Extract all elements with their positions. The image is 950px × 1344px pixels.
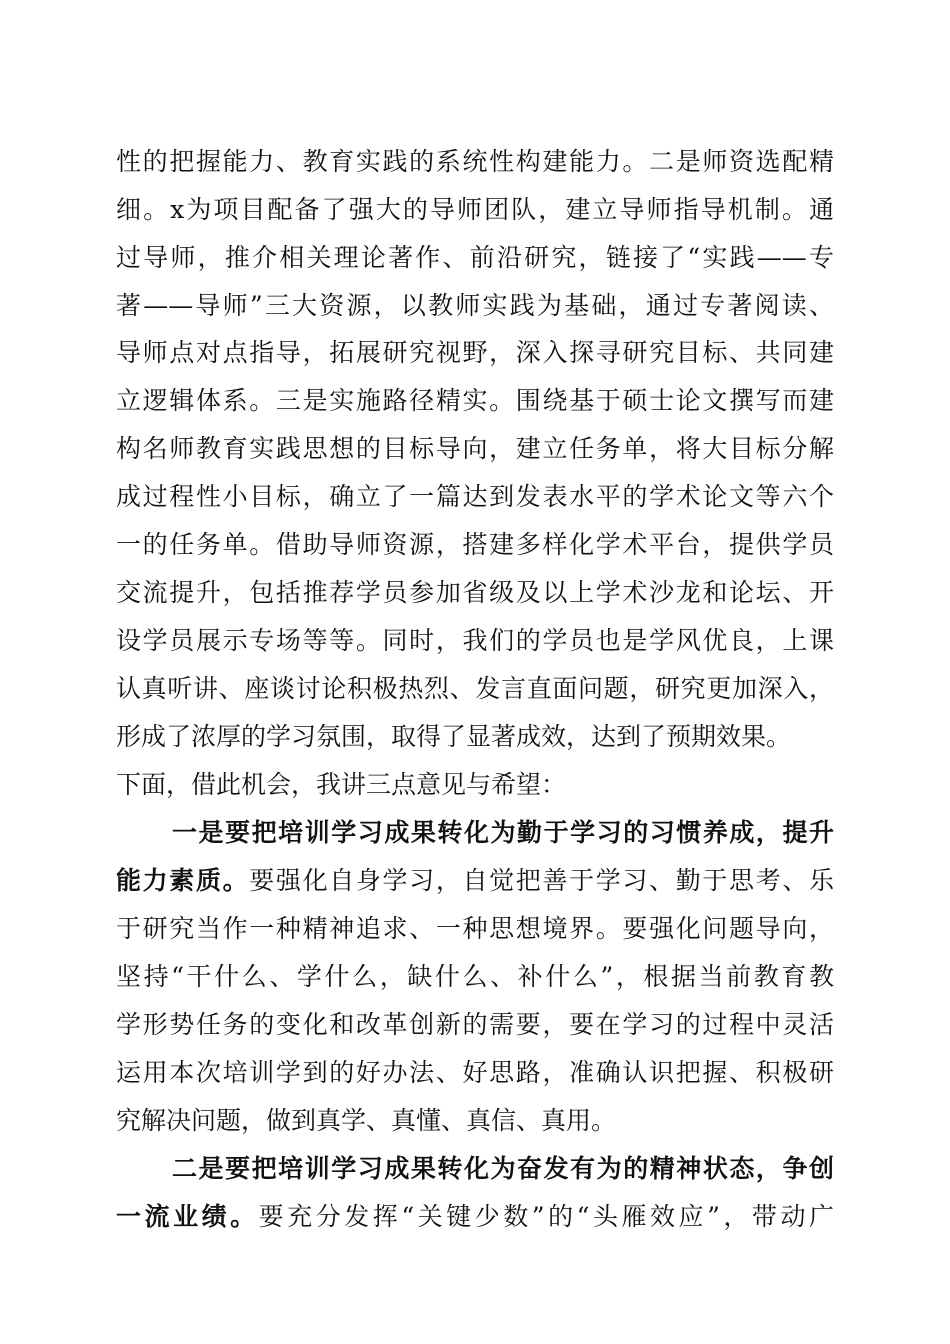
paragraph-2-line-5: 学形势任务的变化和改革创新的需要，要在学习的过程中灵活 — [116, 1010, 834, 1039]
paragraph-2-line-6: 运用本次培训学到的好办法、好思路，准确认识把握、积极研 — [116, 1058, 834, 1087]
paragraph-1-line-8: 成过程性小目标，确立了一篇达到发表水平的学术论文等六个 — [116, 482, 834, 511]
paragraph-1-line-4: 著——导师”三大资源，以教师实践为基础，通过专著阅读、 — [116, 291, 834, 320]
paragraph-3-heading-part-1: 二是要把培训学习成果转化为奋发有为的精神状态，争创 — [172, 1154, 834, 1183]
paragraph-2-line-1 — [172, 813, 834, 853]
paragraph-1-line-13: 形成了浓厚的学习氛围，取得了显著成效，达到了预期效果。 — [116, 722, 792, 751]
paragraph-1-line-3: 过导师，推介相关理论著作、前沿研究，链接了“实践——专 — [116, 243, 834, 272]
paragraph-3-heading-part-2: 一流业绩。 — [116, 1202, 259, 1231]
paragraph-1-line-9: 一的任务单。借助导师资源，搭建多样化学术平台，提供学员 — [116, 530, 834, 559]
paragraph-1-line-1: 性的把握能力、教育实践的系统性构建能力。二是师资选配精 — [116, 147, 834, 176]
paragraph-1-line-12: 认真听讲、座谈讨论积极热烈、发言直面问题，研究更加深入， — [116, 674, 834, 703]
paragraph-2-line-4: 坚持“干什么、学什么，缺什么、补什么”，根据当前教育教 — [116, 962, 834, 991]
paragraph-1-line-11: 设学员展示专场等等。同时，我们的学员也是学风优良，上课 — [116, 626, 834, 655]
paragraph-2-line-2-text: 要强化自身学习，自觉把善于学习、勤于思考、乐 — [249, 866, 834, 895]
paragraph-3-line-2-text: 要充分发挥“关键少数”的“头雁效应”，带动广 — [258, 1202, 834, 1231]
paragraph-2-heading-part-2: 能力素质。 — [116, 866, 250, 895]
paragraph-1-line-10: 交流提升，包括推荐学员参加省级及以上学术沙龙和论坛、开 — [116, 578, 834, 607]
paragraph-1-line-7: 构名师教育实践思想的目标导向，建立任务单，将大目标分解 — [116, 434, 834, 463]
paragraph-1-line-2: 细。x为项目配备了强大的导师团队，建立导师指导机制。通 — [116, 195, 834, 224]
paragraph-3-line-2 — [116, 1197, 834, 1237]
paragraph-1-line-6: 立逻辑体系。三是实施路径精实。围绕基于硕士论文撰写而建 — [116, 386, 834, 415]
paragraph-2-line-7: 究解决问题，做到真学、真懂、真信、真用。 — [116, 1106, 617, 1135]
paragraph-2-heading-part-1: 一是要把培训学习成果转化为勤于学习的习惯养成，提升 — [172, 818, 834, 847]
paragraph-2-line-2 — [116, 861, 834, 901]
paragraph-1-line-5: 导师点对点指导，拓展研究视野，深入探寻研究目标、共同建 — [116, 338, 834, 367]
paragraph-2-line-3: 于研究当作一种精神追求、一种思想境界。要强化问题导向， — [116, 914, 834, 943]
paragraph-1-line-14: 下面，借此机会，我讲三点意见与希望： — [116, 770, 567, 799]
paragraph-3-line-1 — [172, 1149, 834, 1189]
